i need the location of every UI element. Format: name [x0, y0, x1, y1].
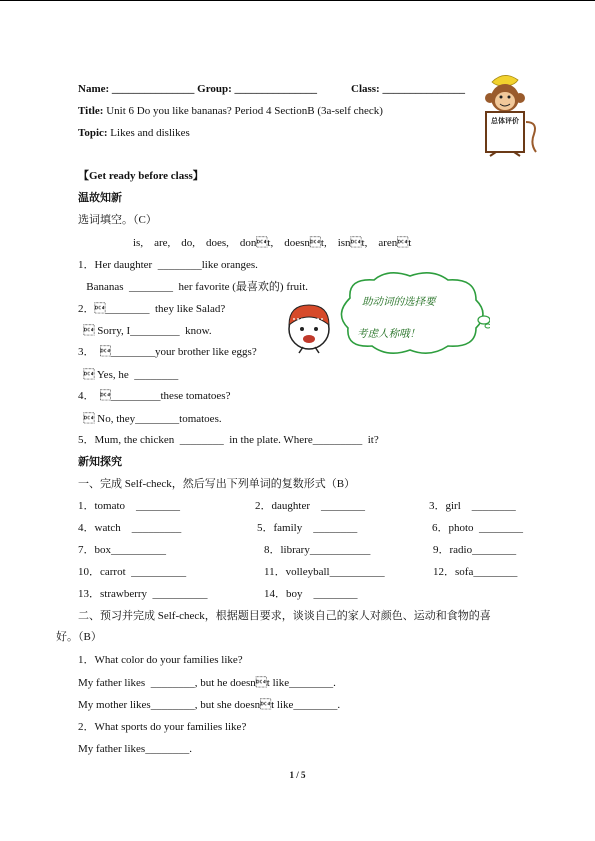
title-text: Unit 6 Do you like bananas? Period 4 SectionB (3a-self check) — [103, 105, 383, 117]
topic-line — [78, 126, 190, 140]
plural-word-11: 11．volleyball__________ — [264, 566, 385, 578]
top-border — [0, 0, 595, 1]
review-line-4: 4． _________these tomatoes? — [78, 390, 231, 402]
section-get-ready: 【Get ready before class】 — [78, 170, 204, 182]
topic-text: Likes and dislikes — [107, 127, 190, 139]
plural-word-9: 9．radio________ — [433, 544, 517, 556]
badge-text: 总体评价 — [491, 117, 519, 125]
plural-word-8: 8．library___________ — [264, 544, 371, 556]
plural-word-10: 10．carrot __________ — [78, 566, 187, 578]
class-line: Class: _______________ — [351, 83, 465, 95]
review-instruction: 选词填空。（C） — [78, 214, 157, 226]
name-group-line: Name: _______________ Group: _______________ — [78, 83, 318, 95]
part2-instruction-1: 二、预习并完成 Self-check，根据题目要求，谈谈自己的家人对颜色、运动和食物的喜 — [78, 610, 491, 622]
bubble-line-1: 助动词的选择要 — [362, 296, 436, 308]
review-line-2: 2．________ they like Salad? — [78, 303, 226, 315]
plural-word-12: 12．sofa________ — [433, 566, 518, 578]
plural-word-4: 4．watch _________ — [78, 522, 182, 534]
review-line-3b:  Yes, he ________ — [78, 369, 179, 381]
plural-word-13: 13．strawberry __________ — [78, 588, 208, 600]
question-2-answer-a: My father likes________. — [78, 743, 192, 755]
title-line — [78, 104, 383, 118]
plural-word-14: 14．boy ________ — [264, 588, 358, 600]
plural-word-1: 1．tomato ________ — [78, 500, 181, 512]
review-line-5: 5．Mum, the chicken ________ in the plate. Where_________ it? — [78, 434, 379, 446]
topic-label: Topic: — [78, 127, 108, 139]
question-1-answer-a: My father likes ________, but he doesnt like________. — [78, 677, 336, 689]
plural-word-3: 3．girl ________ — [429, 500, 516, 512]
new-knowledge-heading: 新知探究 — [78, 456, 122, 468]
question-1: 1．What color do your families like? — [78, 654, 243, 666]
review-line-4b:  No, they________tomatoes. — [78, 413, 222, 425]
review-line-1: 1．Her daughter ________like oranges. — [78, 259, 258, 271]
review-line-2b:  Sorry, I_________ know. — [78, 325, 212, 337]
monkey-evaluation-mascot — [474, 72, 540, 158]
review-line-3: 3． ________your brother like eggs? — [78, 346, 257, 358]
word-bank: is, are, do, does, dont, doesnt, isnt, arent — [133, 237, 412, 249]
cartoon-face-icon — [283, 299, 335, 355]
question-1-answer-b: My mother likes________, but she doesnt like________. — [78, 699, 341, 711]
plural-word-7: 7．box__________ — [78, 544, 166, 556]
bubble-line-2: 考虑人称哦！ — [357, 328, 420, 340]
part2-instruction-2: 好。（B） — [56, 631, 102, 643]
hint-cloud-bubble — [330, 268, 490, 360]
title-label: Title: — [78, 105, 104, 117]
plural-word-6: 6．photo ________ — [432, 522, 524, 534]
review-heading: 温故知新 — [78, 192, 122, 204]
plural-word-2: 2．daughter ________ — [255, 500, 365, 512]
plural-word-5: 5．family ________ — [257, 522, 358, 534]
page-number: 1 / 5 — [289, 770, 306, 780]
question-2: 2．What sports do your families like? — [78, 721, 247, 733]
review-line-1b: Bananas ________ her favorite (最喜欢的) fruit. — [78, 281, 309, 293]
part1-instruction: 一、完成 Self-check，然后写出下列单词的复数形式（B） — [78, 478, 356, 490]
